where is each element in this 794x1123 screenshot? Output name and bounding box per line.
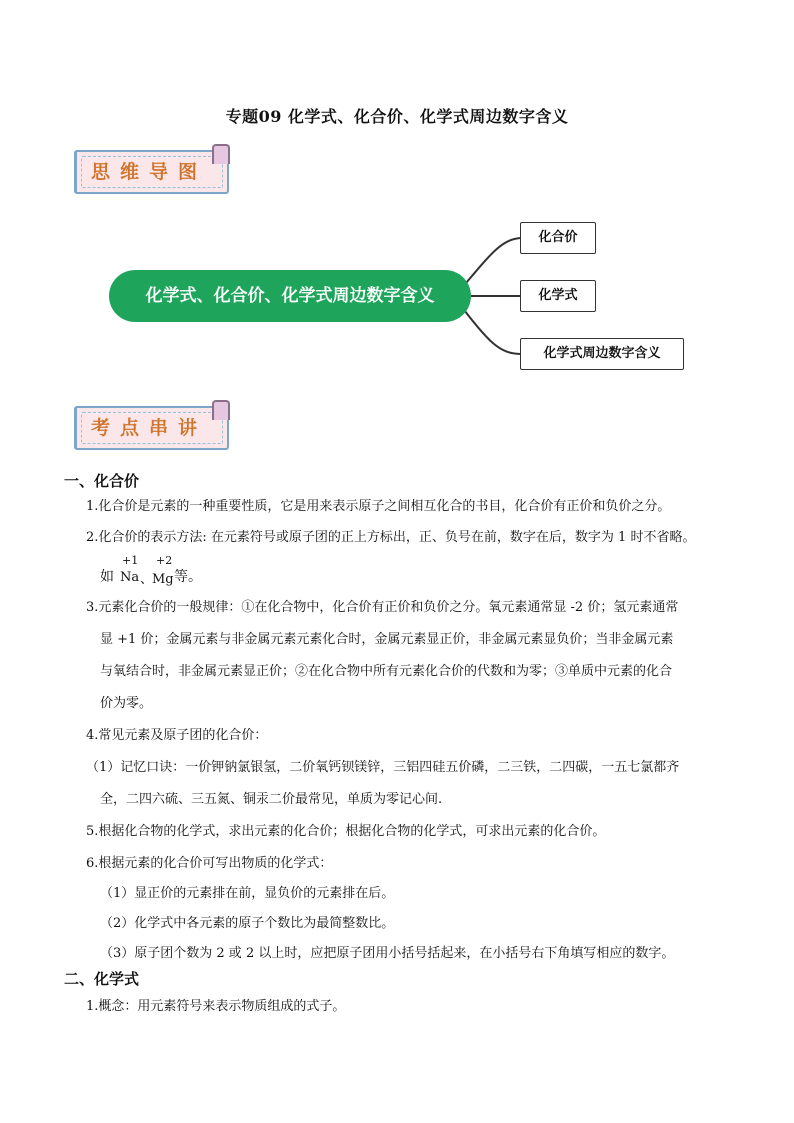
page-title: 专题09 化学式、化合价、化学式周边数字含义 — [225, 107, 569, 126]
mindmap-branch-formula: 化学式 — [520, 280, 596, 312]
paragraph-3-line-4: 价为零。 — [100, 696, 153, 711]
paragraph-6-item-3: （3）原子团个数为 2 或 2 以上时，应把原子团用小括号括起来，在小括号右下角填写相应的数字。 — [100, 946, 675, 961]
paragraph-6: 6.根据元素的化合价可写出物质的化学式： — [86, 856, 333, 871]
mindmap-banner-label: 思维导图 — [90, 161, 207, 183]
symbol-mg: Mg — [152, 572, 174, 587]
paragraph-3-line-1: 3.元素化合价的一般规律：①在化合物中，化合价有正价和负价之分。氧元素通常显 -2 价；氢元素通常 — [86, 600, 679, 615]
charge-mg: +2 — [156, 554, 173, 567]
paragraph-1: 1.化合价是元素的一种重要性质，它是用来表示原子之间相互化合的书目，化合价有正价和负价之分。 — [86, 499, 671, 514]
points-banner — [74, 406, 234, 448]
paragraph-5: 5.根据化合物的化学式，求出元素的化合价；根据化合物的化学式，可求出元素的化合价。 — [86, 824, 606, 839]
points-banner-label: 考点串讲 — [90, 417, 207, 439]
paragraph-4-1-line-2: 全，二四六硫、三五氮、铜汞二价最常见，单质为零记心间. — [100, 792, 443, 807]
example-prefix: 如 — [100, 569, 114, 585]
paragraph-6-item-2: （2）化学式中各元素的原子个数比为最简整数比。 — [100, 916, 395, 931]
mindmap-center-node: 化学式、化合价、化学式周边数字含义 — [109, 270, 471, 322]
paragraph-2: 2.化合价的表示方法: 在元素符号或原子团的正上方标出，正、负号在前，数字在后，数字为 1 时不省略。 — [86, 530, 696, 545]
paragraph-4: 4.常见元素及原子团的化合价： — [86, 728, 268, 743]
example-suffix: 等。 — [174, 569, 202, 585]
paragraph-6-item-1: （1）显正价的元素排在前，显负价的元素排在后。 — [100, 886, 395, 901]
section2-paragraph-1: 1.概念：用元素符号来表示物质组成的式子。 — [86, 999, 346, 1014]
paragraph-3-line-3: 与氧结合时，非金属元素显正价；②在化合物中所有元素化合价的代数和为零；③单质中元素的化合 — [100, 664, 673, 679]
symbol-na: Na — [120, 570, 140, 585]
paragraph-3-line-2: 显 +1 价；金属元素与非金属元素元素化合时，金属元素显正价，非金属元素显负价；当非金属元素 — [100, 632, 674, 647]
section-heading-valence: 一、化合价 — [64, 472, 140, 490]
example-separator: 、 — [140, 572, 154, 587]
mindmap-branch-valence: 化合价 — [520, 222, 596, 254]
charge-na: +1 — [122, 554, 139, 567]
mindmap-branch-numbers: 化学式周边数字含义 — [520, 338, 684, 370]
valence-example — [100, 554, 260, 594]
paragraph-4-1-line-1: （1）记忆口诀：一价钾钠氯银氢，二价氧钙钡镁锌，三铝四硅五价磷，二三铁，二四碳，一五七氯都齐 — [86, 760, 680, 775]
section-heading-formula: 二、化学式 — [64, 970, 140, 988]
